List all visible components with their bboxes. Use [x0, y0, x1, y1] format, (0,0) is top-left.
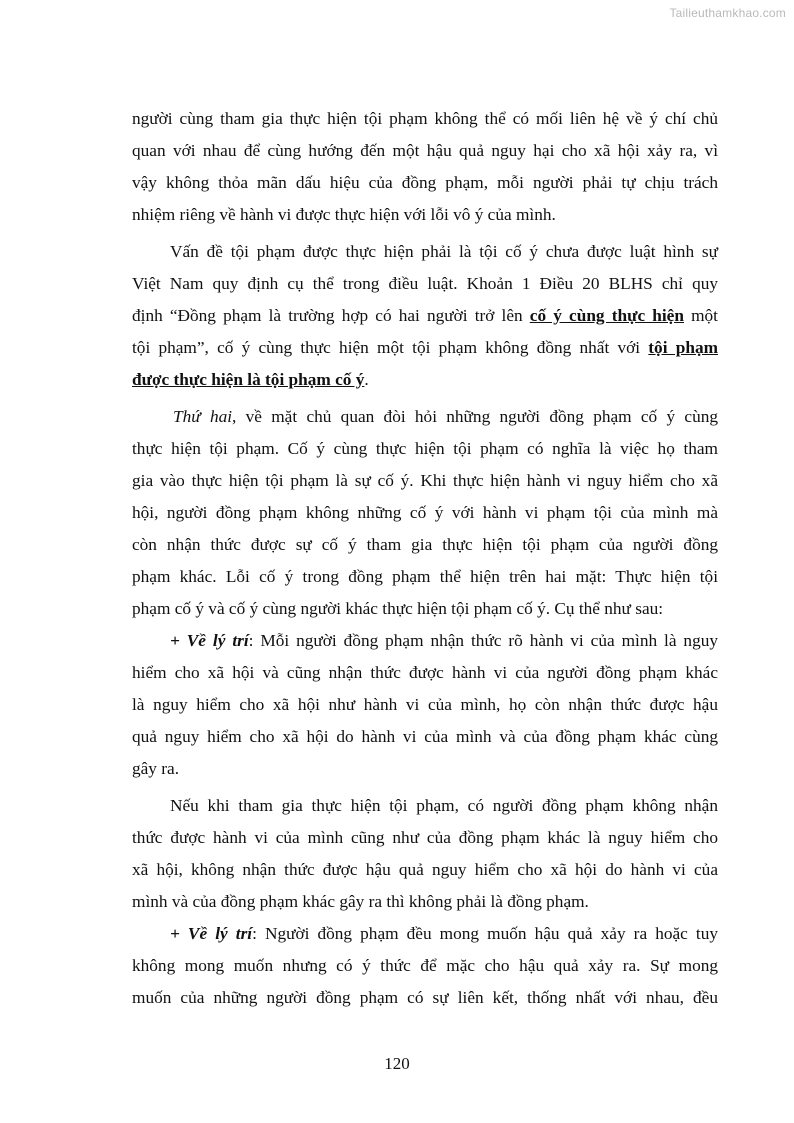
- text-segment: , về mặt chủ quan đòi hỏi những người đồng phạm cố ý cùng: [232, 407, 718, 426]
- paragraph-2: [132, 236, 718, 396]
- page-number: 120: [384, 1054, 410, 1073]
- text-line: gia vào thực hiện tội phạm là sự cố ý. Khi thực hiện hành vi nguy hiểm cho xã: [132, 471, 718, 490]
- text-line: nhiệm riêng về hành vi được thực hiện với lỗi vô ý của mình.: [132, 205, 556, 224]
- text-line: muốn của những người đồng phạm có sự liên kết, thống nhất với nhau, đều: [132, 988, 718, 1007]
- text-line: thực hiện tội phạm. Cố ý cùng thực hiện tội phạm có nghĩa là việc họ tham: [132, 439, 718, 458]
- text-line: mình và của đồng phạm khác gây ra thì không phải là đồng phạm.: [132, 892, 589, 911]
- text-segment: : Mỗi người đồng phạm nhận thức rõ hành vi của mình là nguy: [248, 631, 718, 650]
- text-line: [132, 625, 718, 657]
- emphasis-text: được thực hiện là tội phạm cố ý: [132, 370, 365, 389]
- text-line: [132, 401, 718, 433]
- emphasis-text: cố ý cùng thực hiện: [529, 306, 684, 325]
- text-line: Việt Nam quy định cụ thể trong điều luật. Khoản 1 Điều 20 BLHS chỉ quy: [132, 274, 718, 293]
- text-line: phạm cố ý và cố ý cùng người khác thực hiện tội phạm cố ý. Cụ thể như sau:: [132, 599, 664, 618]
- text-line: hiểm cho xã hội và cũng nhận thức được hành vi của người đồng phạm khác: [132, 663, 718, 682]
- text-line: [132, 332, 718, 364]
- text-line: người cùng tham gia thực hiện tội phạm không thể có mối liên hệ về ý chí chủ: [132, 109, 718, 128]
- text-line: [132, 918, 718, 950]
- text-line: phạm khác. Lỗi cố ý trong đồng phạm thể hiện trên hai mặt: Thực hiện tội: [132, 567, 718, 586]
- paragraph-1: [132, 103, 718, 231]
- text-line: hội, người đồng phạm không những cố ý với hành vi phạm tội của mình mà: [132, 503, 718, 522]
- text-line: Nếu khi tham gia thực hiện tội phạm, có người đồng phạm không nhận: [170, 796, 718, 815]
- text-line: [132, 300, 718, 332]
- text-line: vậy không thỏa mãn dấu hiệu của đồng phạm, mỗi người phải tự chịu trách: [132, 173, 718, 192]
- text-line: [132, 364, 718, 396]
- text-line: là nguy hiểm cho xã hội như hành vi của mình, họ còn nhận thức được hậu: [132, 695, 718, 714]
- watermark: Tailieuthamkhao.com: [669, 6, 786, 20]
- bold-italic-heading: + Về lý trí: [170, 631, 249, 650]
- text-line: quả nguy hiểm cho xã hội do hành vi của mình và của đồng phạm khác cùng: [132, 727, 718, 746]
- text-segment: .: [364, 370, 369, 389]
- paragraph-4: [132, 625, 718, 785]
- text-segment: : Người đồng phạm đều mong muốn hậu quả xảy ra hoặc tuy: [252, 924, 718, 943]
- paragraph-5: [132, 790, 718, 918]
- text-line: gây ra.: [132, 759, 180, 778]
- text-line: thức được hành vi của mình cũng như của đồng phạm khác là nguy hiểm cho: [132, 828, 718, 847]
- bold-italic-heading: + Về lý trí: [170, 924, 253, 943]
- text-line: quan với nhau để cùng hướng đến một hậu quả nguy hại cho xã hội xảy ra, vì: [132, 141, 718, 160]
- emphasis-text: tội phạm: [648, 338, 718, 357]
- text-segment: định “Đồng phạm là trường hợp có hai người trở lên: [132, 306, 530, 325]
- page-body: [132, 103, 718, 1014]
- text-line: còn nhận thức được sự cố ý tham gia thực hiện tội phạm của người đồng: [132, 535, 718, 554]
- text-line: không mong muốn nhưng có ý thức để mặc cho hậu quả xảy ra. Sự mong: [132, 956, 718, 975]
- text-line: xã hội, không nhận thức được hậu quả nguy hiểm cho xã hội do hành vi của: [132, 860, 718, 879]
- italic-text: Thứ hai: [173, 407, 233, 426]
- text-segment: tội phạm”, cố ý cùng thực hiện một tội phạm không đồng nhất với: [132, 338, 649, 357]
- paragraph-6: [132, 918, 718, 1014]
- text-line: Vấn đề tội phạm được thực hiện phải là tội cố ý chưa được luật hình sự: [170, 242, 718, 261]
- text-segment: một: [683, 306, 718, 325]
- paragraph-3: [132, 401, 718, 625]
